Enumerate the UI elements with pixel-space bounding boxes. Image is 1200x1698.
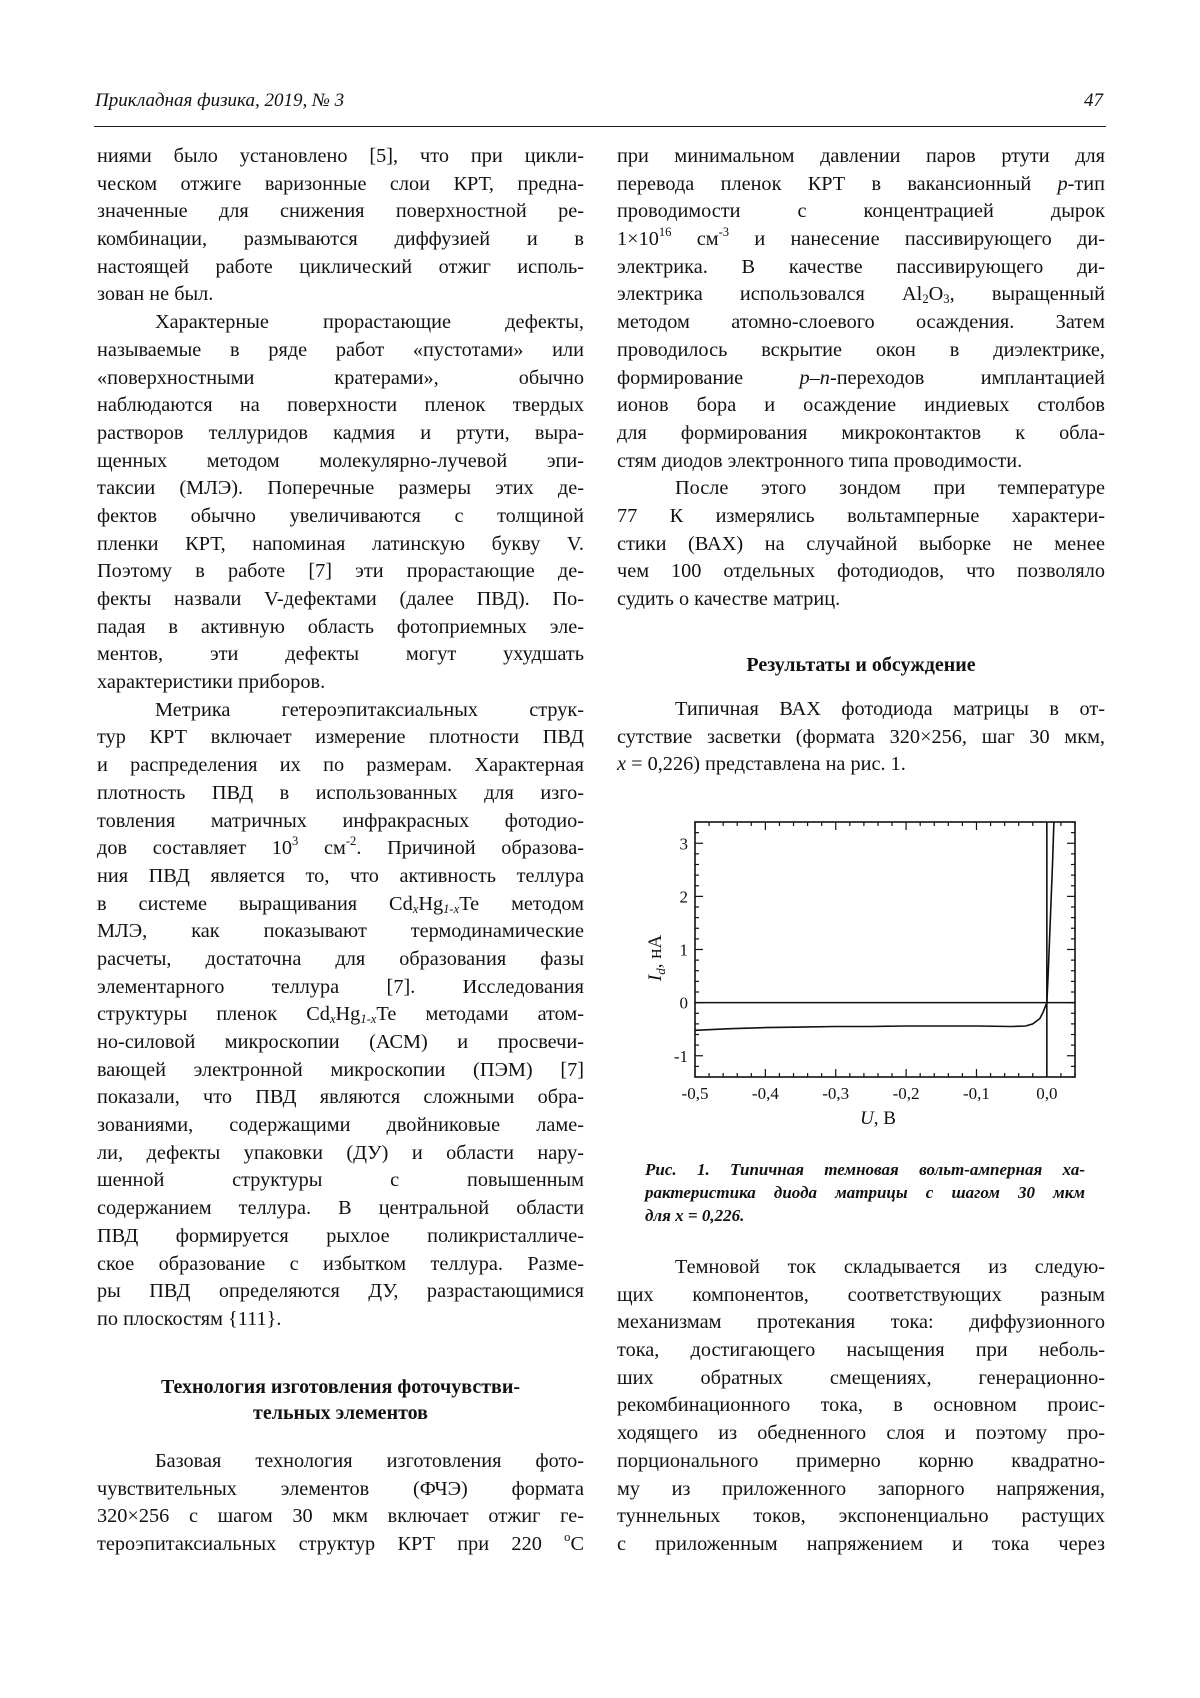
text-line: ходящего из обедненного слоя и поэтому про-: [617, 1422, 1105, 1445]
text-segment: p: [1057, 172, 1068, 195]
text-line: [97, 1001, 584, 1029]
right-column-text-bottom: [617, 1254, 1105, 1559]
y-axis-unit: , нА: [645, 934, 666, 969]
y-axis-var: I: [645, 974, 666, 982]
text-line: Типичная ВАХ фотодиода матрицы в от-: [675, 698, 1105, 720]
text-line: тур КРТ включает измерение плотности ПВД: [97, 726, 584, 749]
x-tick-label: -0,1: [963, 1084, 990, 1103]
text-line: Метрика гетероэпитаксиальных струк-: [155, 698, 584, 721]
text-line: электрика. В качестве пассивирующего ди-: [617, 255, 1105, 278]
text-segment: -переходов имплантацией: [829, 366, 1105, 389]
y-axis-subscript: d: [653, 968, 668, 975]
text-line: содержанием теллура. В центральной области: [97, 1197, 584, 1220]
text-line: методом атомно-слоевого осаждения. Затем: [617, 311, 1105, 334]
left-column-text: [97, 143, 584, 1334]
text-line: ры ПВД определяются ДУ, разрастающимися: [97, 1280, 584, 1303]
x-axis-unit: , В: [873, 1108, 896, 1129]
text-line: растворов теллуридов кадмия и ртути, выра-: [97, 421, 584, 444]
paragraph: [617, 696, 1105, 779]
y-axis-label: [645, 935, 668, 982]
text-line: [617, 365, 1105, 393]
text-segment: тероэпитаксиальных структур КРТ при 220: [97, 1533, 565, 1556]
text-line: Технология изготовления фоточувстви-: [160, 1376, 521, 1398]
text-line: туннельных токов, экспоненциально растущих: [617, 1505, 1105, 1528]
text-segment: x: [617, 753, 627, 776]
text-line: 77 К измерялись вольтамперные характери-: [617, 504, 1105, 527]
text-line: комбинации, размываются диффузией и в: [97, 228, 584, 251]
text-segment: 2: [922, 292, 929, 307]
figure-caption: [645, 1158, 1085, 1227]
text-line: тельных элементов: [253, 1402, 428, 1424]
text-line: показали, что ПВД являются сложными обра-: [97, 1086, 584, 1109]
paragraph: [617, 1254, 1105, 1559]
text-line: падая в активную область фотоприемных эле-: [97, 615, 584, 638]
text-segment: структуры пленок Cd: [97, 1003, 330, 1026]
journal-header: Прикладная физика, 2019, № 3: [95, 90, 345, 111]
text-line: по плоскостям {111}.: [97, 1307, 282, 1330]
x-tick-label: -0,5: [681, 1084, 709, 1103]
text-line: ния ПВД является то, что активность теллура: [97, 864, 584, 887]
text-line: механизмам протекания тока: диффузионного: [617, 1311, 1105, 1334]
text-line: [617, 226, 1105, 254]
text-segment: 1-x: [360, 1012, 377, 1027]
text-line: [617, 171, 1105, 199]
text-line: [97, 1531, 584, 1559]
text-segment: в системе выращивания Cd: [97, 892, 413, 915]
text-segment: x: [412, 901, 419, 916]
text-line: стики (ВАХ) на случайной выборке не менее: [617, 532, 1105, 555]
text-line: зованиями, содержащими двойниковые ламе-: [97, 1114, 584, 1137]
text-line: [97, 835, 584, 863]
text-line: расчеты, достаточна для образования фазы: [97, 947, 584, 970]
text-line: судить о качестве матриц.: [617, 588, 841, 610]
text-line: рекомбинационного тока, в основном проис-: [617, 1394, 1105, 1417]
text-line: рактеристика диода матрицы с шагом 30 мкм: [645, 1183, 1085, 1202]
text-line: но-силовой микроскопии (АСМ) и просвечи-: [97, 1031, 584, 1053]
text-segment: Te методом: [459, 892, 584, 915]
text-line: «поверхностными кратерами», обычно: [97, 366, 584, 389]
text-segment: 3: [943, 292, 950, 307]
y-tick-label: 1: [679, 940, 688, 960]
text-line: [617, 281, 1105, 309]
x-tick-label: 0,0: [1036, 1084, 1058, 1103]
text-line: при минимальном давлении паров ртути для: [617, 145, 1105, 167]
text-segment: Hg: [418, 892, 444, 915]
text-line: вающей электронной микроскопии (ПЭМ) [7]: [97, 1058, 584, 1081]
paragraph: [97, 143, 584, 309]
text-line: и распределения их по размерам. Характерная: [97, 754, 584, 777]
text-line: Поэтому в работе [7] эти прорастающие де-: [97, 560, 584, 583]
text-line: фекты назвали V-дефектами (далее ПВД). По-: [97, 588, 584, 610]
text-line: ли, дефекты упаковки (ДУ) и области нару-: [97, 1141, 584, 1164]
text-segment: x: [329, 1012, 336, 1027]
text-segment: n: [819, 366, 830, 389]
text-line: Базовая технология изготовления фото-: [155, 1450, 584, 1472]
text-segment: 1×10: [617, 228, 659, 251]
text-line: [617, 751, 1105, 779]
text-line: ческом отжиге варизонные слои КРТ, предна-: [97, 172, 584, 195]
text-segment: и нанесение пассивирующего ди-: [729, 228, 1105, 251]
paragraph: [97, 697, 584, 1334]
text-line: настоящей работе циклический отжиг исполь-: [97, 255, 584, 278]
paragraph: [97, 1448, 584, 1559]
y-tick-label: 0: [679, 993, 688, 1013]
text-segment: . Причиной образова-: [356, 837, 584, 860]
text-segment: 16: [658, 225, 672, 240]
text-line: шенной структуры с повышенным: [97, 1169, 584, 1192]
text-line: фектов обычно увеличиваются с толщиной: [97, 504, 584, 527]
text-line: Рис. 1. Типичная темновая вольт-амперная ха-: [645, 1160, 1085, 1179]
text-segment: перевода пленок КРТ в вакансионный: [617, 172, 1058, 195]
text-line: щих компонентов, соответствующих разным: [617, 1283, 1105, 1306]
text-line: 320×256 с шагом 30 мкм включает отжиг ге-: [97, 1505, 584, 1528]
text-line: проводимости с концентрацией дырок: [617, 200, 1105, 223]
iv-curve: [695, 822, 1054, 1030]
text-segment: см: [298, 837, 346, 860]
section-heading-technology: [97, 1374, 584, 1426]
x-tick-label: -0,4: [751, 1084, 779, 1103]
text-line: элементарного теллура [7]. Исследования: [97, 975, 584, 998]
text-line: зован не был.: [97, 283, 214, 306]
text-segment: дов составляет 10: [97, 837, 293, 860]
x-axis-var: U: [860, 1108, 874, 1129]
y-tick-label: 3: [679, 834, 688, 854]
text-line: Характерные прорастающие дефекты,: [155, 311, 584, 334]
text-segment: = 0,226) представлена на рис. 1.: [626, 753, 906, 776]
text-segment: 1-x: [443, 901, 460, 916]
text-segment: -2: [345, 834, 357, 849]
text-line: характеристики приборов.: [97, 671, 326, 694]
text-segment: Hg: [335, 1003, 361, 1026]
y-tick-label: 2: [679, 887, 688, 907]
text-line: ментов, эти дефекты могут ухудшать: [97, 643, 584, 666]
text-line: ших обратных смещениях, генерационно-: [617, 1366, 1105, 1389]
text-line: чувствительных элементов (ФЧЭ) формата: [97, 1477, 584, 1500]
text-line: таксии (МЛЭ). Поперечные размеры этих де-: [97, 477, 584, 500]
text-line: чем 100 отдельных фотодиодов, что позволяло: [617, 560, 1105, 583]
text-line: [97, 891, 584, 919]
text-segment: , выращенный: [949, 283, 1105, 306]
text-line: щенных методом молекулярно-лучевой эпи-: [97, 449, 584, 472]
paragraph: [617, 143, 1105, 475]
text-line: Темновой ток складывается из следую-: [675, 1256, 1105, 1278]
text-segment: формирование: [617, 366, 800, 389]
text-segment: C: [570, 1533, 584, 1556]
section-heading-results: [617, 652, 1105, 678]
text-line: проводилось вскрытие окон в диэлектрике,: [617, 338, 1105, 361]
left-column-text-bottom: [97, 1448, 584, 1559]
header-rule: [94, 126, 1106, 127]
text-segment: –: [809, 366, 820, 389]
right-column-text-mid: [617, 696, 1105, 779]
text-line: После этого зондом при температуре: [675, 477, 1105, 500]
text-segment: электрика использовался Al: [617, 283, 923, 306]
iv-characteristic-chart: [590, 800, 1110, 1140]
text-line: называемые в ряде работ «пустотами» или: [97, 338, 584, 361]
text-line: ниями было установлено [5], что при цикли-: [97, 145, 584, 167]
text-line: наблюдаются на поверхности пленок твердых: [97, 394, 584, 417]
text-line: товления матричных инфракрасных фотодио-: [97, 809, 584, 832]
text-segment: Te методами атом-: [376, 1003, 584, 1026]
page-number: 47: [1084, 90, 1103, 111]
text-segment: o: [564, 1530, 571, 1545]
text-line: Результаты и обсуждение: [746, 654, 976, 676]
text-line: с приложенным напряжением и тока через: [617, 1532, 1105, 1555]
text-line: значенные для снижения поверхностной ре-: [97, 200, 584, 223]
text-segment: p: [799, 366, 810, 389]
text-line: му из приложенного запорного напряжения,: [617, 1477, 1105, 1500]
text-line: ионов бора и осаждение индиевых столбов: [617, 394, 1105, 417]
right-column-text: [617, 143, 1105, 614]
text-line: ское образование с избытком теллура. Разме-: [97, 1252, 584, 1275]
text-segment: -3: [718, 225, 730, 240]
plot-frame: [695, 822, 1075, 1077]
text-line: сутствие засветки (формата 320×256, шаг 30 мкм,: [617, 725, 1105, 748]
text-line: стям диодов электронного типа проводимости.: [617, 449, 1023, 472]
text-line: ПВД формируется рыхлое поликристалличе-: [97, 1224, 584, 1247]
text-line: для x = 0,226.: [645, 1206, 745, 1225]
text-line: тока, достигающего насыщения при неболь-: [617, 1339, 1105, 1362]
x-tick-label: -0,2: [892, 1084, 920, 1103]
text-segment: O: [928, 283, 944, 306]
y-tick-label: -1: [673, 1046, 688, 1066]
text-line: МЛЭ, как показывают термодинамические: [97, 920, 584, 943]
paragraph: [97, 309, 584, 697]
x-tick-label: -0,3: [822, 1084, 850, 1103]
text-line: пленки КРТ, напоминая латинскую букву V.: [97, 532, 584, 555]
text-segment: -тип: [1067, 172, 1105, 195]
paragraph: [617, 475, 1105, 613]
text-segment: см: [671, 228, 719, 251]
text-line: для формирования микроконтактов к обла-: [617, 421, 1105, 444]
text-line: плотность ПВД в использованных для изго-: [97, 781, 584, 804]
text-line: порционального примерно корню квадратно-: [617, 1449, 1105, 1472]
text-segment: 3: [292, 834, 299, 849]
x-axis-label: [860, 1108, 896, 1129]
